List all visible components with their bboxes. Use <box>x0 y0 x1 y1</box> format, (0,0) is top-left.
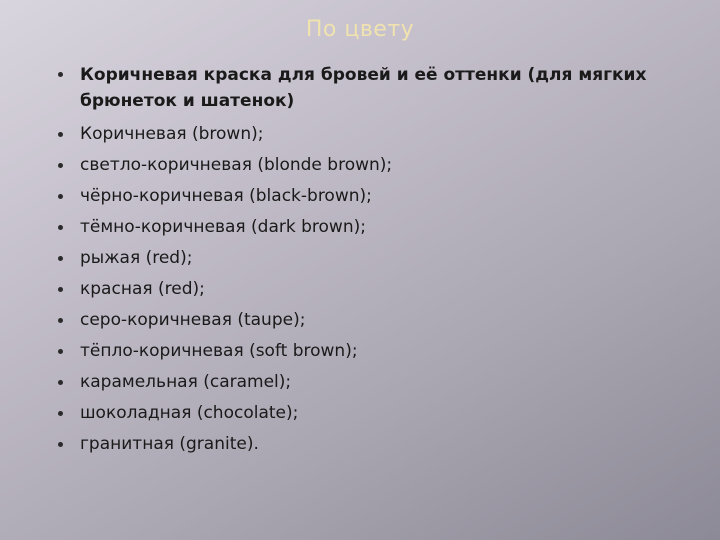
list-item-text: Коричневая краска для бровей и её оттенки (для мягких брюнеток и шатенок) <box>80 65 647 111</box>
list-item <box>58 150 698 181</box>
list-item <box>58 119 698 150</box>
list-item <box>58 367 698 398</box>
list-item-text: красная (red); <box>80 279 205 299</box>
list-item <box>58 274 698 305</box>
list-item <box>58 429 698 460</box>
bullet-dot-icon <box>58 163 63 168</box>
list-item-text: светло-коричневая (blonde brown); <box>80 155 393 175</box>
list-item-text: серо-коричневая (taupe); <box>80 310 306 330</box>
list-item <box>58 60 698 114</box>
slide-title: По цвету <box>305 17 415 42</box>
list-item-text: шоколадная (chocolate); <box>80 403 299 423</box>
list-item-text: гранитная (granite). <box>80 434 259 454</box>
bullet-dot-icon <box>58 287 63 292</box>
list-item <box>58 181 698 212</box>
bullet-dot-icon <box>58 318 63 323</box>
bullet-dot-icon <box>58 380 63 385</box>
list-item <box>58 243 698 274</box>
bullet-dot-icon <box>58 72 63 77</box>
bullet-dot-icon <box>58 194 63 199</box>
list-item <box>58 212 698 243</box>
list-item-text: чёрно-коричневая (black-brown); <box>80 186 372 206</box>
list-item-text: Коричневая (brown); <box>80 124 264 144</box>
bullet-dot-icon <box>58 442 63 447</box>
list-item <box>58 398 698 429</box>
list-item <box>58 305 698 336</box>
bullet-dot-icon <box>58 132 63 137</box>
list-item-text: карамельная (caramel); <box>80 372 292 392</box>
bullet-dot-icon <box>58 225 63 230</box>
list-item-text: тёмно-коричневая (dark brown); <box>80 217 366 237</box>
list-item <box>58 336 698 367</box>
bullet-list <box>58 60 698 460</box>
list-item-text: рыжая (red); <box>80 248 193 268</box>
bullet-dot-icon <box>58 256 63 261</box>
list-item-text: тёпло-коричневая (soft brown); <box>80 341 358 361</box>
bullet-dot-icon <box>58 411 63 416</box>
bullet-dot-icon <box>58 349 63 354</box>
